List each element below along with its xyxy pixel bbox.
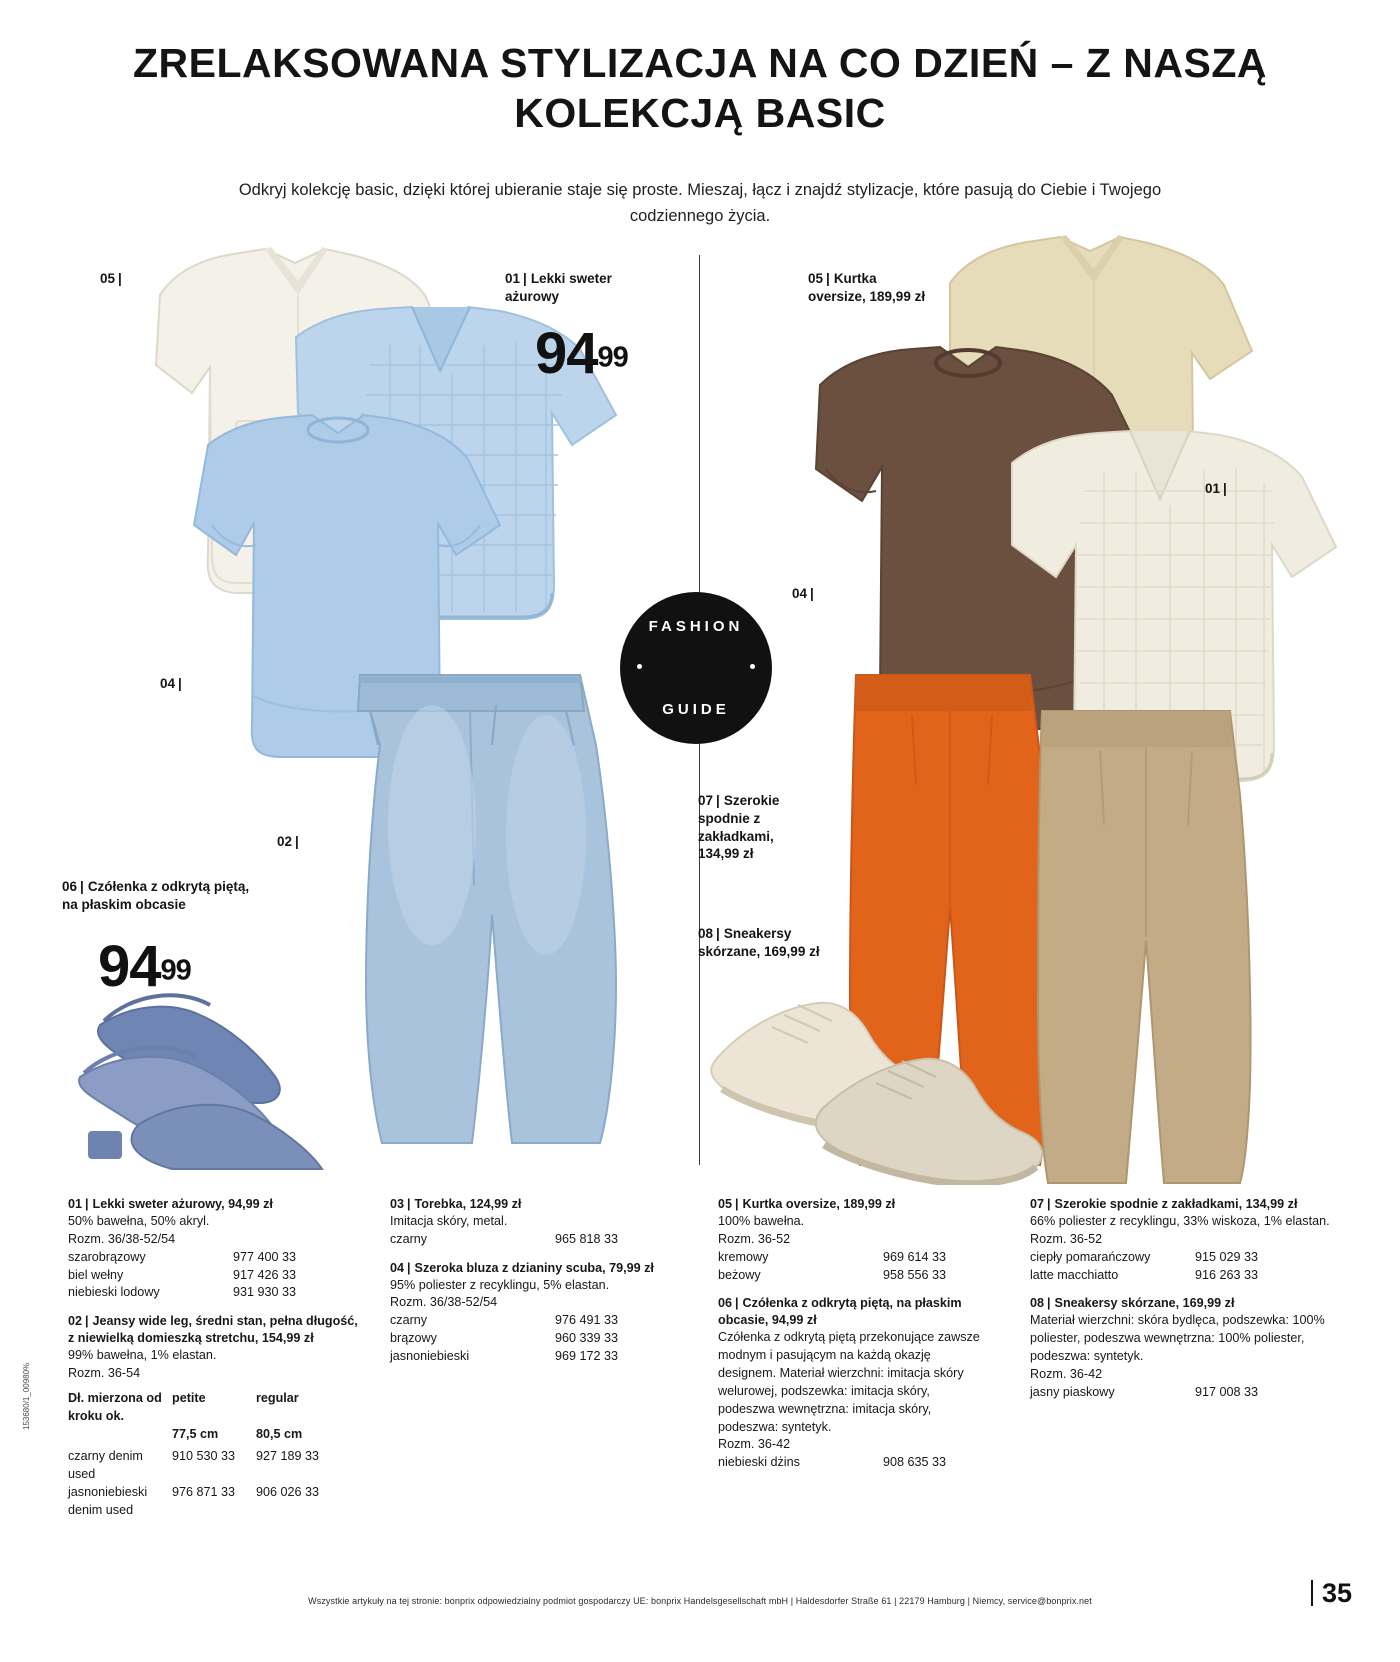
callout-01-sweater: 01 | Lekki sweter ażurowy [505,271,612,304]
product-02-sizes: Rozm. 36-54 [68,1365,141,1380]
product-block-01 [68,1196,363,1302]
slingback-shoes-art [79,995,322,1169]
product-04-variant: czarny 976 491 33 [390,1313,619,1328]
details-column-3 [718,1196,988,1483]
product-02-composition: 99% bawełna, 1% elastan. [68,1348,217,1362]
product-07-variant: ciepły pomarańczowy 915 029 33 [1030,1249,1259,1264]
right-outfit-illustration [700,225,1340,1185]
product-01-heading: 01 | Lekki sweter ażurowy, 94,99 zł [68,1197,273,1211]
product-06-variant: niebieski dżins 908 635 33 [718,1455,947,1470]
page-number-rule-icon [1311,1580,1313,1606]
callout-07-spodnie: 07 | Szerokie spodnie z zakładkami, 134,99 zł [698,793,780,862]
product-03-composition: Imitacja skóry, metal. [390,1213,508,1228]
badge-bottom-text: GUIDE [662,701,730,718]
product-block-02 [68,1313,363,1520]
details-column-2 [390,1196,680,1377]
product-02-table-values: 77,5 cm 80,5 cm [172,1426,303,1441]
callout-04-left: 04 | [160,676,182,691]
product-07-heading: 07 | Szerokie spodnie z zakładkami, 134,99 zł [1030,1197,1298,1211]
product-04-sizes: Rozm. 36/38-52/54 [390,1295,498,1310]
callout-02-jeans: 02 | [277,834,299,849]
page-title: ZRELAKSOWANA STYLIZACJA NA CO DZIEŃ – Z NASZĄ KOLEKCJĄ BASIC [132,40,1268,137]
product-block-08 [1030,1295,1330,1401]
legal-footer: Wszystkie artykuły na tej stronie: bonprix odpowiedzialny podmiot gospodarczy UE: bonprix Handelsgesellschaft mbH | Haldesdorfer Straße 61 | 22179 Hamburg | Niemcy, service@bonprix.net [308,1596,1092,1606]
product-02-table-header: Dł. mierzona od kroku ok. petite regular [68,1390,299,1423]
product-01-variant: niebieski lodowy 931 930 33 [68,1285,297,1300]
product-block-04 [390,1260,680,1366]
callout-04-right: 04 | [792,586,814,601]
product-block-07 [1030,1196,1330,1284]
side-code: 153680/1_00980% [22,1362,31,1430]
callout-08-sneakers: 08 | Sneakersy skórzane, 169,99 zł [698,926,820,959]
product-07-sizes: Rozm. 36-52 [1030,1231,1103,1246]
product-05-variant: beżowy 958 556 33 [718,1267,947,1282]
product-07-composition: 66% poliester z recyklingu, 33% wiskoza, 1% elastan. [1030,1213,1330,1228]
product-details [0,1196,1400,1576]
product-04-variant: jasnoniebieski 969 172 33 [390,1349,619,1363]
product-05-sizes: Rozm. 36-52 [718,1231,791,1246]
beige-trousers-art [1038,711,1251,1183]
product-06-description: Czółenka z odkrytą piętą przekonujące zawsze modnym i pasującym na każdą okazję designem. Materiał wierzchni: imitacja skóry welurowej, podszewka: imitacja skóry, podeszwa wewnętrzna: imitacja skóry, podeszwa: syntetyk. [718,1330,980,1434]
callout-05-left: 05 | [100,271,122,286]
product-04-variant: brązowy 960 339 33 [390,1331,619,1346]
details-column-4 [1030,1196,1330,1413]
product-04-composition: 95% poliester z recyklingu, 5% elastan. [390,1277,610,1292]
product-04-heading: 04 | Szeroka bluza z dzianiny scuba, 79,99 zł [390,1260,654,1275]
product-02-heading: 02 | Jeansy wide leg, średni stan, pełna długość, z niewielką domieszką stretchu, 154,99 zł [68,1314,358,1346]
callout-06-shoes: 06 | Czółenka z odkrytą piętą, na płaskim obcasie [62,879,250,912]
product-07-variant: latte macchiatto 916 263 33 [1030,1267,1259,1282]
product-01-variant: biel wełny 917 426 33 [68,1267,297,1282]
product-01-variant: szarobrązowy 977 400 33 [68,1249,297,1264]
product-block-03 [390,1196,680,1249]
product-02-variant: czarny denim used 910 530 33 927 189 33 [68,1449,320,1482]
product-08-sizes: Rozm. 36-42 [1030,1366,1103,1381]
price-czolenka: 9499 [98,934,191,999]
product-02-variant: jasnoniebieski denim used 976 871 33 906 026 33 [68,1485,320,1517]
product-05-variant: kremowy 969 614 33 [718,1249,947,1264]
product-03-heading: 03 | Torebka, 124,99 zł [390,1197,522,1211]
product-06-sizes: Rozm. 36-42 [718,1437,791,1452]
details-column-1 [68,1196,363,1531]
product-01-sizes: Rozm. 36/38-52/54 [68,1231,176,1246]
product-08-variant: jasny piaskowy 917 008 33 [1030,1384,1259,1399]
product-01-composition: 50% bawełna, 50% akryl. [68,1213,210,1228]
product-08-heading: 08 | Sneakersy skórzane, 169,99 zł [1030,1296,1235,1311]
callout-05-kurtka: 05 | Kurtka oversize, 189,99 zł [808,271,926,304]
page-number: 35 [1311,1578,1352,1609]
product-06-heading: 06 | Czółenka z odkrytą piętą, na płaskim obcasie, 94,99 zł [718,1296,962,1328]
product-block-06 [718,1295,988,1472]
callout-01-right: 01 | [1205,481,1227,496]
product-05-composition: 100% bawełna. [718,1213,805,1228]
price-sweater: 9499 [535,321,628,386]
badge-top-text: FASHION [648,618,744,635]
product-08-description: Materiał wierzchni: skóra bydlęca, podszewka: 100% poliester, podeszwa wewnętrzna: 100% poliester, podeszwa: syntetyk. [1030,1313,1325,1363]
wide-leg-jeans-art [358,675,616,1143]
page-subtitle: Odkryj kolekcję basic, dzięki której ubieranie staje się proste. Mieszaj, łącz i znajdź stylizacje, które pasują do Ciebie i Twojego codziennego życia. [238,181,1162,225]
product-05-heading: 05 | Kurtka oversize, 189,99 zł [718,1197,896,1211]
product-block-05 [718,1196,988,1284]
product-03-variant: czarny 965 818 33 [390,1231,619,1246]
